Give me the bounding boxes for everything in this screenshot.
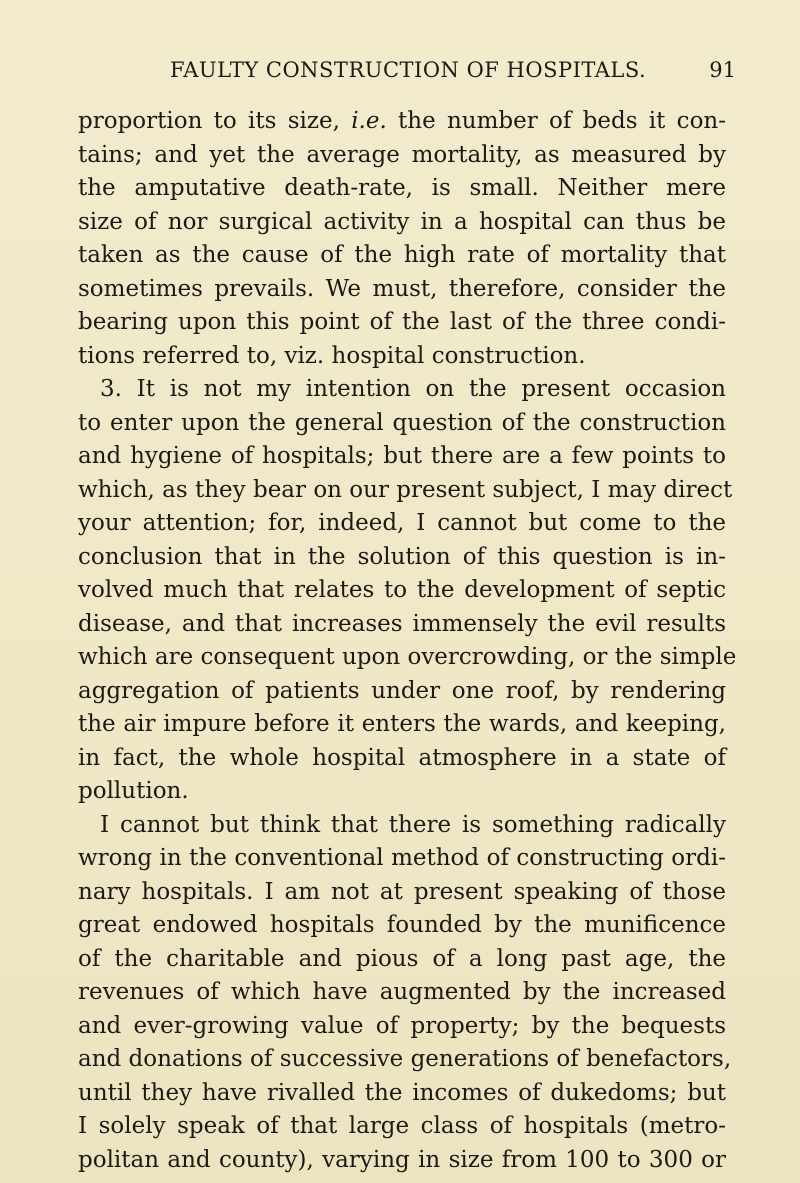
- page-number: 91: [709, 58, 736, 82]
- text-line: your attention; for, indeed, I cannot but come to the: [78, 510, 726, 536]
- text-line: tains; and yet the average mortality, as measured by: [78, 141, 726, 168]
- text-line: and donations of successive generations of benefactors,: [78, 1046, 732, 1072]
- text-line: tions referred to, viz. hospital construction.: [78, 342, 586, 369]
- text-line: great endowed hospitals founded by the munificence: [78, 912, 726, 938]
- text-line: politan and county), varying in size from 100 to 300 or: [78, 1146, 726, 1173]
- running-head: [78, 58, 776, 88]
- text-line: bearing upon this point of the last of the three condi-: [78, 309, 726, 335]
- text-line: of the charitable and pious of a long past age, the: [78, 945, 726, 972]
- text-line: and hygiene of hospitals; but there are a few points to: [78, 443, 726, 469]
- text-line: sometimes prevails. We must, therefore, consider the: [78, 275, 726, 302]
- text-line: pollution.: [78, 778, 189, 804]
- text-line: which are consequent upon overcrowding, or the simple: [78, 644, 737, 670]
- text-line: the amputative death-rate, is small. Neither mere: [78, 175, 726, 201]
- text-line: conclusion that in the solution of this question is in-: [78, 543, 726, 570]
- text-line: to enter upon the general question of the construction: [78, 409, 726, 436]
- text-line: the air impure before it enters the wards, and keeping,: [78, 711, 726, 737]
- text-line: aggregation of patients under one roof, by rendering: [78, 677, 726, 704]
- text-line: in fact, the whole hospital atmosphere in a state of: [78, 744, 726, 771]
- text-line: nary hospitals. I am not at present speaking of those: [78, 878, 726, 905]
- text-line: wrong in the conventional method of constructing ordi-: [78, 845, 726, 871]
- running-title: FAULTY CONSTRUCTION OF HOSPITALS.: [170, 58, 647, 82]
- text-line: proportion to its size, i.e. the number of beds it con-: [78, 108, 726, 134]
- text-line: volved much that relates to the development of septic: [78, 577, 726, 603]
- text-line: I solely speak of that large class of hospitals (metro-: [78, 1113, 726, 1139]
- text-line: revenues of which have augmented by the increased: [78, 979, 726, 1005]
- text-line: disease, and that increases immensely the evil results: [78, 610, 726, 637]
- text-line: and ever-growing value of property; by the bequests: [78, 1012, 726, 1039]
- text-line: taken as the cause of the high rate of mortality that: [78, 242, 726, 268]
- text-line: which, as they bear on our present subject, I may direct: [78, 476, 733, 503]
- body-text: [78, 105, 737, 1177]
- text-line: I cannot but think that there is something radically: [100, 811, 726, 838]
- text-line: size of nor surgical activity in a hospital can thus be: [78, 208, 726, 235]
- text-line: 3. It is not my intention on the present occasion: [100, 376, 726, 402]
- italic-abbrev: i.e.: [351, 108, 387, 134]
- text-line: until they have rivalled the incomes of dukedoms; but: [78, 1079, 726, 1106]
